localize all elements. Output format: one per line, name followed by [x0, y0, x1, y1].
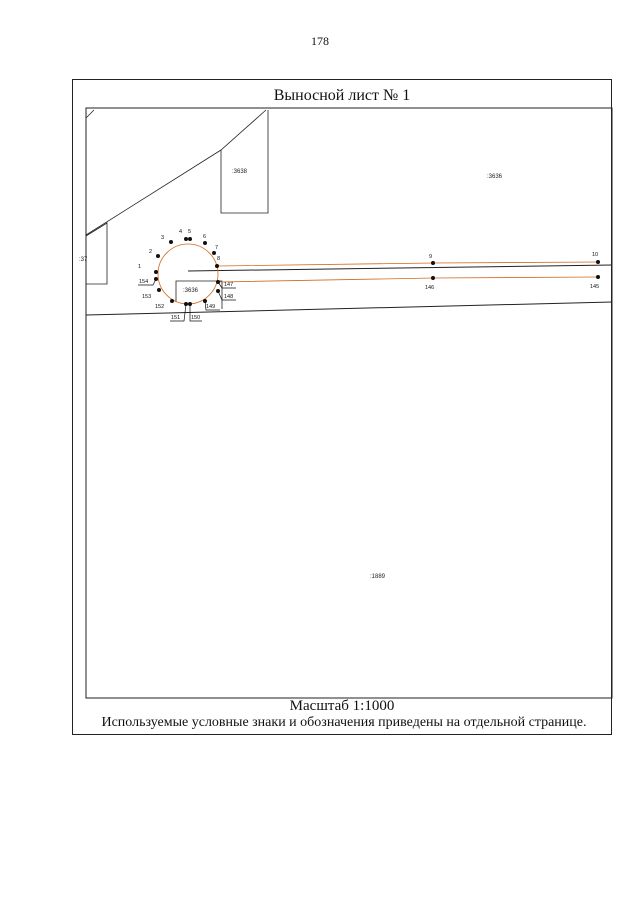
label-point-6: 6 — [203, 234, 207, 240]
road-line-bottom — [86, 302, 612, 315]
label-point-2: 2 — [149, 249, 153, 255]
label-point-10: 10 — [592, 252, 599, 258]
label-point-4: 4 — [179, 229, 183, 235]
easement-line-lower — [218, 277, 598, 282]
point-153 — [157, 288, 161, 292]
easement-line-upper — [217, 262, 598, 266]
scale-label: Масштаб 1:1000 — [289, 698, 395, 714]
legend-note: Используемые условные знаки и обозначения приведены на отдельной странице. — [101, 715, 587, 730]
label-point-7: 7 — [215, 245, 219, 251]
point-10 — [596, 260, 600, 264]
parcel-label-1889: :1889 — [370, 574, 386, 580]
label-point-9: 9 — [429, 254, 433, 260]
point-4 — [184, 237, 188, 241]
label-point-149: 149 — [206, 304, 216, 310]
point-6 — [203, 241, 207, 245]
label-point-146: 146 — [425, 285, 435, 291]
parcel-label-3636-north: :3636 — [487, 174, 503, 180]
label-point-3: 3 — [161, 235, 165, 241]
map-frame — [86, 108, 612, 698]
label-point-150: 150 — [191, 315, 201, 321]
point-5 — [188, 237, 192, 241]
label-point-8: 8 — [217, 256, 221, 262]
label-point-153: 153 — [142, 294, 152, 300]
page-number: 178 — [311, 34, 329, 48]
point-2 — [156, 254, 160, 258]
label-point-148: 148 — [224, 294, 234, 300]
point-8 — [215, 264, 219, 268]
label-point-147: 147 — [224, 282, 234, 288]
point-146 — [431, 276, 435, 280]
parcel-label-3636-small: :3636 — [183, 288, 199, 294]
circle-boundary — [158, 244, 221, 304]
parcel-label-37: :37 — [79, 257, 88, 263]
label-point-152: 152 — [155, 304, 165, 310]
points — [154, 237, 600, 306]
parcel-label-3638: :3638 — [232, 169, 248, 175]
point-145 — [596, 275, 600, 279]
label-point-5: 5 — [188, 229, 192, 235]
sheet-title: Выносной лист № 1 — [273, 87, 411, 104]
point-9 — [431, 261, 435, 265]
point-7 — [212, 251, 216, 255]
corner-line — [86, 110, 94, 118]
point-152 — [170, 299, 174, 303]
label-point-1: 1 — [138, 264, 142, 270]
point-3 — [169, 240, 173, 244]
label-point-145: 145 — [590, 284, 600, 290]
parcel-3638-outline — [221, 110, 268, 213]
point-1 — [154, 270, 158, 274]
parcel-37-outline — [86, 223, 107, 284]
label-point-154: 154 — [139, 279, 149, 285]
label-point-151: 151 — [171, 315, 181, 321]
label-leaders — [138, 279, 236, 321]
